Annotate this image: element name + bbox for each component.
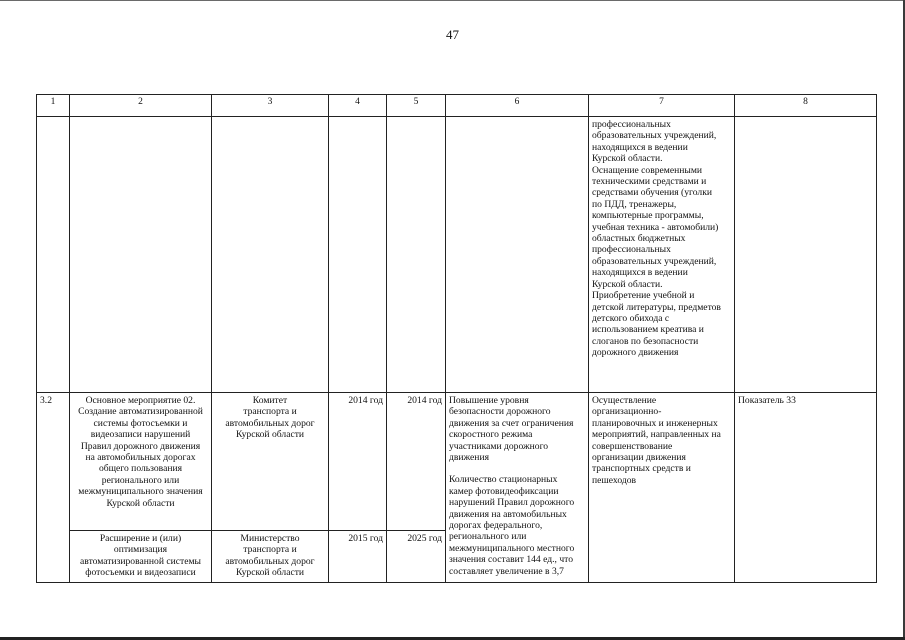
text-line: Расширение и (или) [99, 533, 182, 544]
sub-measure-name [73, 533, 208, 579]
text-line: Основное мероприятие 02. [85, 395, 196, 406]
text-line: межмуниципального значения [78, 486, 203, 498]
text-line: безопасности дорожного [449, 406, 551, 418]
start-year: 2014 год [329, 393, 387, 531]
col-header-2: 2 [70, 95, 212, 117]
measure-name [73, 395, 208, 509]
executor-cell [212, 393, 329, 531]
indicator-link: Показатель 33 [738, 395, 796, 406]
col-header-4: 4 [329, 95, 387, 117]
text-line: техническими средствами и [592, 176, 707, 188]
text-line: транспортных средств и [592, 463, 691, 475]
text-line: пешеходов [592, 474, 637, 486]
text-line: участниками дорожного [449, 440, 549, 452]
text-line: организации движения [592, 452, 686, 464]
text-line: находящихся в ведении [592, 267, 688, 279]
text-line: учебная техника - автомобили) [592, 221, 719, 233]
text-line: Курской области. [592, 278, 663, 290]
text-line: межмуниципального местного [449, 542, 575, 554]
text-line: слоганов по безопасности [592, 335, 699, 347]
text-line: совершенствование [592, 440, 673, 452]
main-content-cell [589, 393, 735, 583]
column-numbers-row [37, 95, 877, 117]
continuation-content-cell [589, 117, 735, 393]
text-line: образовательных учреждений, [592, 130, 717, 142]
sub-measure-name-cell [70, 531, 212, 583]
sub-executor-cell [212, 531, 329, 583]
text-line: транспорта и [243, 406, 297, 418]
text-line: на автомобильных дорогах [85, 452, 196, 464]
text-line: Создание автоматизированной [78, 406, 203, 418]
text-line: оптимизация [113, 544, 168, 556]
measure-name-cell [70, 393, 212, 531]
text-line: Курской области. [592, 153, 663, 165]
col-header-3: 3 [212, 95, 329, 117]
program-measures-table [36, 94, 877, 583]
text-line: детской литературы, предметов [592, 301, 721, 313]
text-line: планировочных и инженерных [592, 417, 718, 429]
text-line: фотосъемки и видеозаписи [85, 567, 196, 579]
text-line: Курской области [106, 497, 175, 509]
text-line: движения на автомобильных [449, 508, 567, 520]
text-line: средствами обучения (уголки [592, 187, 712, 199]
text-line: мероприятий, направленных на [592, 429, 721, 441]
text-line: автомобильных дорог [225, 417, 315, 429]
text-line: находящихся в ведении [592, 141, 688, 153]
text-line: дорожного движения [592, 347, 679, 359]
text-line: Осуществление [592, 395, 657, 406]
continuation-text [592, 119, 731, 359]
text-line: использованием креатива и [592, 324, 704, 336]
text-line: по ПДД, тренажеры, [592, 198, 677, 210]
col-header-7: 7 [589, 95, 735, 117]
continuation-row [37, 117, 877, 393]
text-line: компьютерные программы, [592, 210, 704, 222]
col-header-5: 5 [387, 95, 446, 117]
col-header-8: 8 [735, 95, 877, 117]
text-line: системы фотосъемки и [93, 417, 188, 429]
main-content [592, 395, 731, 486]
text-line: составляет увеличение в 3,7 [449, 565, 564, 577]
text-line: профессиональных [592, 244, 671, 256]
text-line: видеозаписи нарушений [90, 429, 191, 441]
text-line: автомобильных дорог [225, 555, 315, 567]
text-line: областных бюджетных [592, 233, 686, 245]
text-line: камер фотовидеофиксации [449, 485, 559, 497]
text-line: регионального или [101, 474, 180, 486]
text-line: регионального или [449, 531, 527, 543]
text-line: автоматизированной системы [80, 555, 201, 567]
text-line: профессиональных [592, 119, 671, 130]
sub-end-year: 2025 год [387, 531, 446, 583]
text-line: нарушений Правил дорожного [449, 497, 575, 509]
scan-frame-top [0, 0, 905, 1]
text-line: движения [449, 452, 489, 464]
text-line: скоростного режима [449, 429, 533, 441]
text-line [449, 463, 585, 474]
sub-start-year: 2015 год [329, 531, 387, 583]
text-line: общего пользования [98, 463, 183, 475]
expected-result [449, 395, 585, 577]
table-row-3-2 [37, 393, 877, 531]
col-header-1: 1 [37, 95, 70, 117]
end-year: 2014 год [387, 393, 446, 531]
row-number: 3.2 [37, 393, 70, 531]
text-line: движения за счет ограничения [449, 417, 574, 429]
indicator-cell [735, 393, 877, 583]
text-line: транспорта и [243, 544, 297, 556]
text-line: Курской области [235, 567, 305, 579]
text-line: Министерство [240, 533, 300, 544]
page-number: 47 [446, 27, 459, 42]
text-line: значения составит 144 ед., что [449, 554, 574, 566]
text-line: Оснащение современными [592, 164, 703, 176]
text-line: дорогах федерального, [449, 520, 543, 532]
text-line: Повышение уровня [449, 395, 529, 406]
col-header-6: 6 [446, 95, 589, 117]
text-line: образовательных учреждений, [592, 255, 717, 267]
text-line: Курской области [235, 429, 305, 441]
expected-result-cell [446, 393, 589, 583]
text-line: Комитет [252, 395, 288, 406]
text-line: организационно- [592, 406, 662, 418]
text-line: детского обихода с [592, 312, 670, 324]
text-line: Количество стационарных [449, 474, 558, 486]
executor-name [215, 395, 325, 441]
sub-executor-name [215, 533, 325, 579]
text-line: Правил дорожного движения [80, 440, 201, 452]
text-line: Приобретение учебной и [592, 290, 695, 302]
